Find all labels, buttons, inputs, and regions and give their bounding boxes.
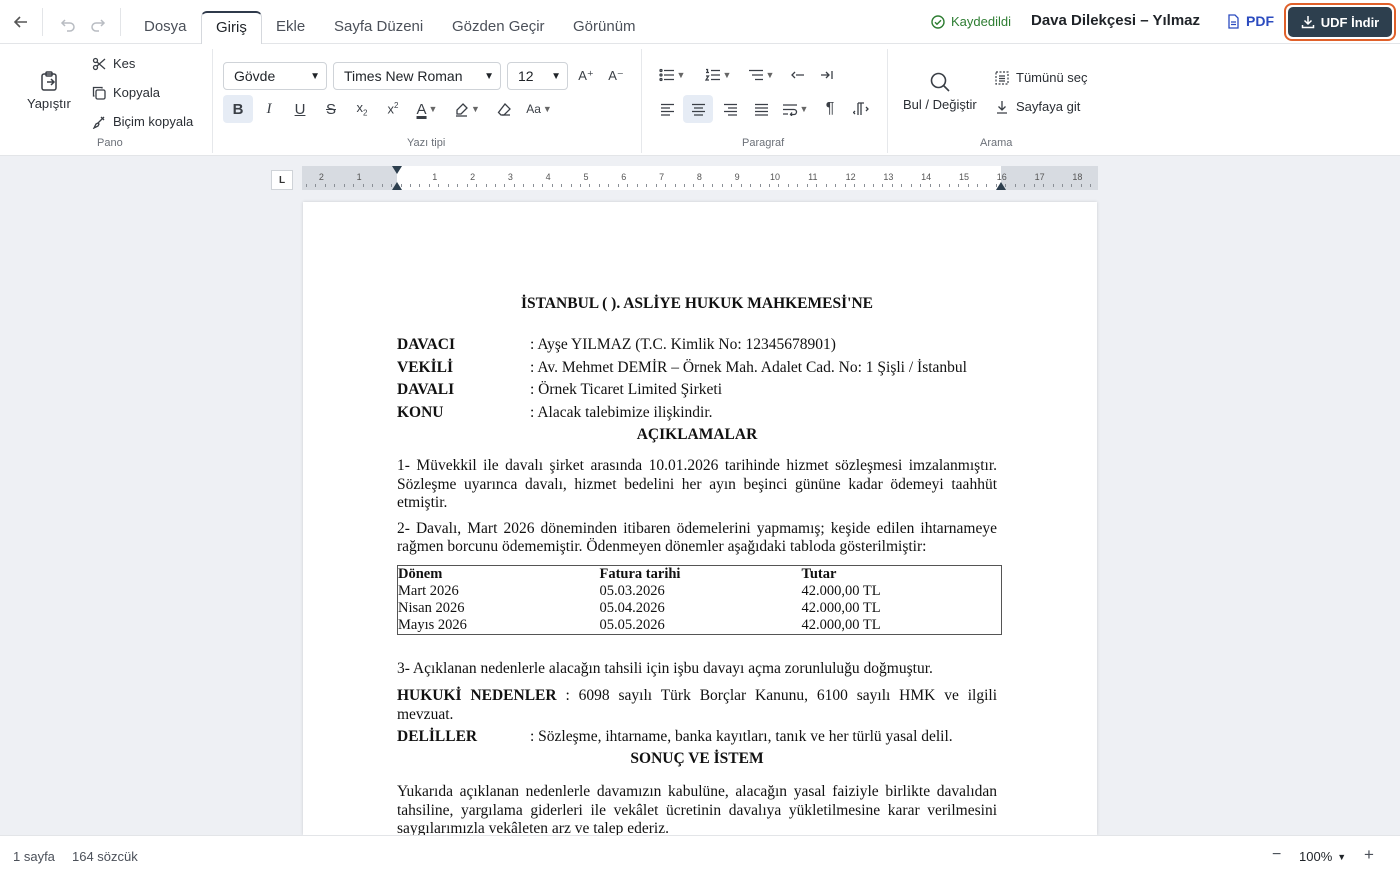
table-row [398,617,1002,635]
ruler-tick [675,184,676,187]
tab-dosya[interactable]: Dosya [144,18,187,35]
ruler-tick [495,184,496,187]
style-select[interactable] [223,62,327,90]
ruler-number: 2 [318,172,324,182]
ruler-number: 15 [958,172,969,182]
party-label: DAVALI [397,381,455,398]
ruler-number: 18 [1072,172,1083,182]
line-spacing-icon [782,103,798,116]
align-right-icon [723,103,738,116]
party-value: : Ayşe YILMAZ (T.C. Kimlik No: 12345678901) [530,336,836,353]
font-size-select[interactable] [507,62,568,90]
party-label: DAVACI [397,336,456,353]
show-marks-button[interactable] [815,95,845,123]
subscript-button[interactable] [347,95,377,123]
table-row [398,583,1002,600]
bold-button[interactable] [223,95,253,123]
search-group-label: Arama [980,137,1013,149]
justify-icon [754,103,769,116]
document-page[interactable] [303,202,1097,835]
legal-grounds-value: : 6098 sayılı Türk Borçlar Kanunu, 6100 sayılı HMK ve ilgili mevzuat. [397,687,998,723]
justify-button[interactable] [746,95,776,123]
left-indent-marker[interactable] [392,182,402,190]
paragraph-2: 2- Davalı, Mart 2026 döneminden itibaren ödemelerini yapmamış; keşide edilen ihtarnameye rağmen borcunu ödememiştir. Ödenmeyen dönemler aşağıdaki tabloda gösterilmiştir: [397,519,997,555]
ruler-tick [419,184,420,187]
ruler-tick [608,184,609,187]
style-select-value: Gövde [234,68,276,84]
ruler-tick [1015,184,1016,187]
ruler-tick [1062,184,1063,187]
ruler-tick [665,184,666,187]
select-all-icon [995,71,1009,85]
ruler-tick [599,184,600,187]
highlighter-icon [454,102,469,117]
ruler-tick [920,184,921,187]
clear-format-button[interactable] [489,95,519,123]
status-bar [0,835,1400,875]
align-center-button[interactable] [683,95,713,123]
font-size-value: 12 [518,68,534,84]
font-family-value: Times New Roman [344,68,463,84]
font-color-icon: A [416,100,427,118]
evidence-value: : Sözleşme, ihtarname, banka kayıtları, tanık ve her türlü yasal delil. [530,728,953,745]
right-indent-marker[interactable] [996,182,1006,190]
shrink-font-button[interactable]: A⁻ [608,68,624,83]
ruler-tick [826,184,827,187]
bold-icon: B [232,100,244,118]
zoom-select[interactable] [1299,849,1346,864]
party-row [397,404,997,427]
ruler-tick [873,184,874,187]
strikethrough-icon: S [325,100,336,118]
save-status [931,14,1011,29]
ruler-tick [835,184,836,187]
ruler-tick [486,184,487,187]
page-count: 1 sayfa [13,849,55,864]
tab-gorunum[interactable]: Görünüm [573,18,636,35]
chevron-down-icon: ▼ [310,70,320,82]
italic-icon: I [266,100,272,117]
party-row [397,381,997,404]
ruler-tick [864,184,865,187]
ruler-tick [410,184,411,187]
align-right-button[interactable] [715,95,745,123]
goto-page-label: Sayfaya git [1016,99,1081,114]
chevron-down-icon: ▼ [1337,851,1347,862]
ruler-tick [514,184,515,187]
underline-icon: U [294,100,306,118]
ruler-tick [552,184,553,187]
back-arrow-icon[interactable] [9,10,33,34]
superscript-icon: $x^2$ [387,101,399,117]
ruler-tick [693,184,694,187]
ruler-tick [325,184,326,187]
ruler-tick [958,184,959,187]
arrow-down-icon [995,100,1009,114]
tab-gozden-gecir[interactable]: Gözden Geçir [452,18,545,35]
ruler-tick [741,184,742,187]
ruler-tick [589,184,590,187]
table-cell: 42.000,00 TL [801,599,881,616]
find-replace-button[interactable] [903,71,977,112]
change-case-label: Aa [526,102,541,116]
table-header: Dönem [398,565,443,582]
table-cell: Mart 2026 [398,582,459,599]
file-icon [1227,14,1240,29]
ruler-tick [1043,184,1044,187]
ruler-tick [1024,184,1025,187]
result-heading: SONUÇ VE İSTEM [630,750,764,767]
superscript-button[interactable] [378,95,408,123]
ruler-tick [429,184,430,187]
ruler-tick [467,184,468,187]
save-status-label: Kaydedildi [951,14,1011,29]
align-left-icon [660,103,675,116]
ruler-tick [1053,184,1054,187]
ruler-tick [731,184,732,187]
select-all-button[interactable] [995,70,1088,85]
font-family-select[interactable] [333,62,501,90]
ruler-number: 9 [734,172,740,182]
table-header: Fatura tarihi [599,565,681,582]
undo-icon[interactable] [56,12,80,36]
ruler-tick [769,184,770,187]
ruler-tick [760,184,761,187]
document-heading: İSTANBUL ( ). ASLİYE HUKUK MAHKEMESİ'NE [521,295,873,312]
scissors-icon [92,57,106,71]
bullet-list-icon [659,68,675,82]
chevron-down-icon: ▼ [471,104,480,114]
tab-ekle[interactable]: Ekle [276,18,306,35]
format-painter-button[interactable] [92,114,193,129]
ruler-number: 5 [583,172,589,182]
top-bar [0,0,1400,44]
cut-button[interactable] [92,56,135,71]
align-center-icon [691,103,706,116]
numbered-list-icon [705,68,721,82]
clipboard-icon [38,70,60,92]
paste-label: Yapıştır [27,96,71,111]
strikethrough-button[interactable] [316,95,346,123]
paste-button[interactable] [27,70,71,111]
copy-button[interactable] [92,85,160,100]
ruler-tick [533,184,534,187]
font-group-label: Yazı tipi [407,137,446,149]
ruler-tick [797,184,798,187]
chevron-down-icon: ▼ [765,70,775,80]
divider [120,8,121,36]
font-color-button[interactable] [410,95,444,123]
check-circle-icon [931,15,945,29]
legal-grounds-label: HUKUKİ NEDENLER [397,687,557,704]
ruler-number: 12 [845,172,856,182]
ruler-tick [438,184,439,187]
chevron-down-icon: ▼ [428,104,438,114]
legal-grounds [397,687,997,724]
ruler-tick [542,184,543,187]
table-cell: Mayıs 2026 [398,616,467,633]
ruler-tick [561,184,562,187]
chevron-down-icon: ▼ [799,104,809,114]
ruler-tick [911,184,912,187]
pdf-button[interactable] [1227,13,1274,29]
chevron-down-icon: ▼ [484,70,494,82]
ruler-number: 7 [659,172,665,182]
ruler-tick [315,184,316,187]
document-body[interactable] [397,295,997,835]
indent-icon [819,68,835,82]
underline-button[interactable] [285,95,315,123]
ruler-tick [1071,184,1072,187]
bullet-list-button[interactable] [652,61,692,89]
ruler-tick [703,184,704,187]
text-direction-button[interactable] [846,95,876,123]
ruler-number: 10 [769,172,780,182]
zoom-value: 100% [1299,849,1333,864]
text-direction-icon [853,102,869,116]
ruler-tick [949,184,950,187]
ribbon-toolbar [0,44,1400,156]
ruler-tick [353,184,354,187]
ruler-tick [930,184,931,187]
ruler-tick [1081,184,1082,187]
ribbon-divider [212,49,213,153]
ribbon-divider [641,49,642,153]
party-value: : Alacak talebimize ilişkindir. [530,403,713,421]
ruler-tick [892,184,893,187]
ruler-tick [372,184,373,187]
table-cell: 42.000,00 TL [801,582,881,599]
horizontal-ruler[interactable] [302,166,1098,190]
outdent-icon [789,68,805,82]
ruler-number: 16 [996,172,1007,182]
multilevel-list-button[interactable] [744,61,778,89]
ruler-tick [712,184,713,187]
change-case-button[interactable] [522,95,556,123]
brush-icon [92,115,106,129]
ruler-tick [306,184,307,187]
chevron-down-icon: ▼ [722,70,732,80]
evidence-label: DELİLLER [397,728,478,745]
ruler-tick [882,184,883,187]
ruler-number: 14 [921,172,932,182]
ruler-tick [901,184,902,187]
ruler-tick [986,184,987,187]
payments-table [397,565,1002,635]
ruler-tick [845,184,846,187]
ruler-tick [448,184,449,187]
format-painter-label: Biçim kopyala [113,114,194,129]
ruler-number: 1 [432,172,438,182]
ruler-tick [977,184,978,187]
ruler-tick [363,184,364,187]
find-replace-label: Bul / Değiştir [903,97,977,112]
first-line-indent-marker[interactable] [392,166,402,174]
line-spacing-button[interactable] [777,95,813,123]
ruler-number: 1 [356,172,362,182]
ruler-tick [939,184,940,187]
increase-indent-button[interactable] [812,61,842,89]
party-label: VEKİLİ [397,358,453,376]
ruler-number: 11 [808,172,818,182]
ruler-tick [1034,184,1035,187]
ruler-tick [750,184,751,187]
ruler-tick [476,184,477,187]
numbered-list-button[interactable] [698,61,738,89]
tab-stop-selector[interactable]: L [271,170,293,190]
ruler-tick [778,184,779,187]
ruler-tick [382,184,383,187]
ruler-tick [580,184,581,187]
ruler-number: 8 [696,172,702,182]
party-value: : Örnek Ticaret Limited Şirketi [530,381,723,398]
table-cell: Nisan 2026 [398,599,465,616]
ribbon-divider [887,49,888,153]
multilevel-list-icon [748,68,764,82]
ruler-tick [816,184,817,187]
pdf-label: PDF [1246,13,1274,29]
ruler-number: 6 [621,172,627,182]
ruler-number: 13 [883,172,894,182]
pilcrow-icon: ¶ [825,100,835,117]
grow-font-button[interactable]: A⁺ [578,68,594,83]
ruler-tick [646,184,647,187]
udf-download-label: UDF İndir [1320,14,1380,30]
divider [42,8,43,36]
highlight-button[interactable] [450,95,484,123]
table-header-row [398,565,1002,583]
ruler-tick [1090,184,1091,187]
zoom-out-button[interactable]: − [1272,846,1282,863]
redo-icon[interactable] [86,12,110,36]
table-cell: 05.05.2026 [599,616,665,633]
copy-label: Kopyala [113,85,160,100]
ruler-number: 2 [470,172,476,182]
table-row [398,600,1002,617]
table-header: Tutar [801,565,837,582]
ruler-tick [684,184,685,187]
chevron-down-icon: ▼ [542,104,552,114]
goto-page-button[interactable] [995,99,1080,114]
table-cell: 05.04.2026 [599,599,665,616]
ruler-number: 4 [545,172,551,182]
ruler-tick [523,184,524,187]
tab-sayfa-duzeni[interactable]: Sayfa Düzeni [334,18,424,35]
table-cell: 05.03.2026 [599,582,665,599]
ruler-tick [504,184,505,187]
table-cell: 42.000,00 TL [801,616,881,633]
ruler-tick [344,184,345,187]
cut-label: Kes [113,56,136,71]
udf-download-button[interactable] [1288,7,1392,37]
udf-download-highlight [1284,3,1396,41]
italic-button[interactable] [254,95,284,123]
select-all-label: Tümünü seç [1016,70,1088,85]
evidence-row [397,728,997,750]
ruler-tick [656,184,657,187]
paragraph-4: Yukarıda açıklanan nedenlerle davamızın kabulüne, alacağın yasal faiziyle birlikte davalıdan tahsiline, yargılama giderleri ile vekâlet ücretinin davalıya yükletilmesine karar verilmesini saygılarımızla vekâleten arz ve talep ederiz. [397,783,997,835]
ruler-tick [722,184,723,187]
paragraph-3: 3- Açıklanan nedenlerle alacağın tahsili için işbu davayı açma zorunluluğu doğmuştur. [397,659,933,677]
ruler-tick [854,184,855,187]
search-icon [929,71,951,93]
ruler-tick [788,184,789,187]
ruler-tick [968,184,969,187]
party-row [397,336,997,359]
copy-icon [92,86,106,100]
chevron-down-icon: ▼ [676,70,686,80]
word-count: 164 sözcük [72,849,138,864]
ruler-tick [334,184,335,187]
party-row [397,359,997,382]
paragraph-1: 1- Müvekkil ile davalı şirket arasında 10.01.2026 tarihinde hizmet sözleşmesi imzalanmıştır. Sözleşme uyarınca davalı, hizmet bedelini her ayın beşinci gününe kadar ödemeyi taahhüt etmiştir. [397,457,997,511]
eraser-icon [497,102,512,117]
ruler-tick [618,184,619,187]
ruler-number: 3 [507,172,513,182]
subscript-icon: $x_2$ [356,100,368,118]
ruler-tick [807,184,808,187]
clipboard-group-label: Pano [97,137,123,149]
tab-giris[interactable]: Giriş [201,11,262,45]
download-icon [1301,15,1315,29]
ruler-tick [627,184,628,187]
ruler-number: 17 [1034,172,1045,182]
decrease-indent-button[interactable] [782,61,812,89]
ruler-tick [637,184,638,187]
align-left-button[interactable] [652,95,682,123]
document-title: Dava Dilekçesi – Yılmaz [1031,12,1200,29]
paragraph-group-label: Paragraf [742,137,785,149]
ruler-tick [571,184,572,187]
party-value: : Av. Mehmet DEMİR – Örnek Mah. Adalet Cad. No: 1 Şişli / İstanbul [530,358,967,376]
ruler-tick [457,184,458,187]
party-label: KONU [397,403,444,421]
zoom-in-button[interactable]: + [1364,845,1374,864]
chevron-down-icon: ▼ [551,70,561,82]
explanations-heading: AÇIKLAMALAR [636,426,758,443]
